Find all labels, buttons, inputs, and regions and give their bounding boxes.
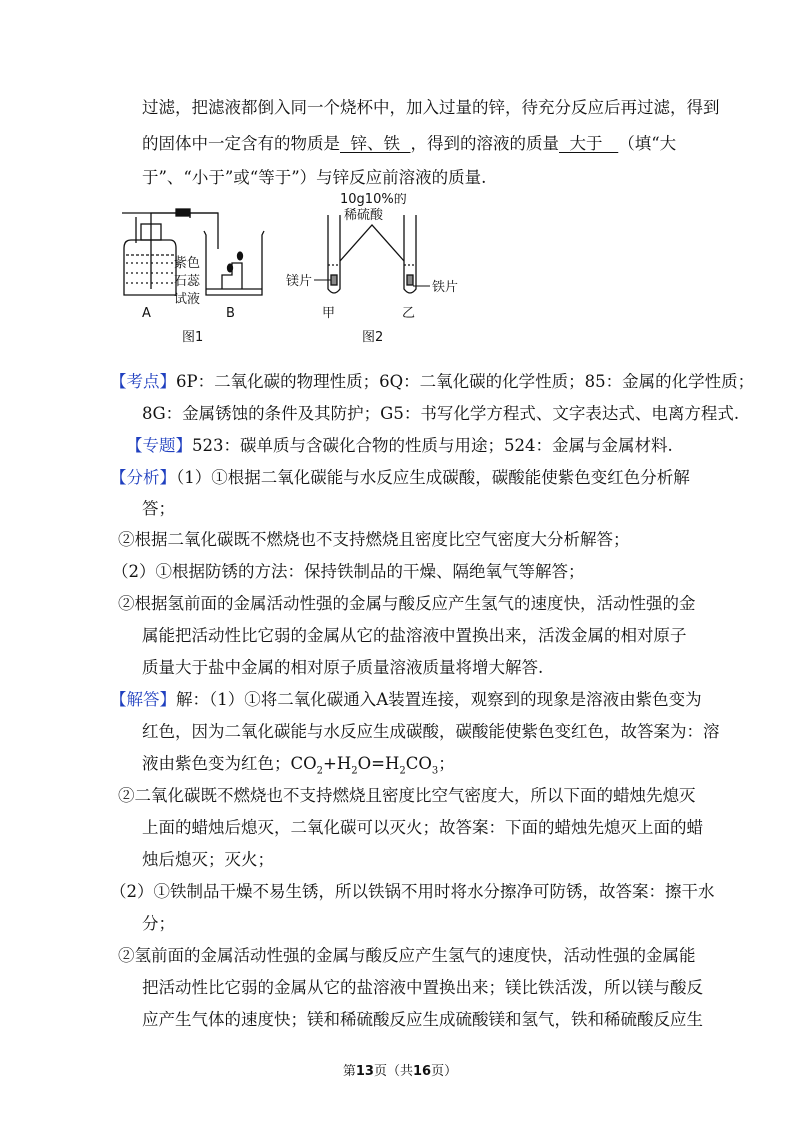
jieda-line-10: 把活动性比它弱的金属从它的盐溶液中置换出来；镁比铁活泼，所以镁与酸反 (142, 978, 703, 997)
fig2-caption: 图2 (362, 330, 384, 345)
answer-solid: 锌、铁 (350, 134, 400, 153)
label-b: B (226, 306, 235, 321)
beaker-b (204, 231, 264, 295)
litmus-label-2: 石蕊 (174, 274, 201, 289)
answer-mass: 大于 (569, 134, 603, 153)
fenxi-line-4: （2）①根据防锈的方法：保持铁制品的干燥、隔绝氧气等解答； (112, 562, 585, 581)
jieda-line-11: 应产生气体的速度快；镁和稀硫酸反应生成硫酸镁和氢气，铁和稀硫酸反应生 (142, 1010, 703, 1029)
kaodian-tag: 【考点】 (110, 372, 176, 391)
acid-label-2: 稀硫酸 (344, 208, 384, 223)
fig1-caption: 图1 (182, 330, 204, 345)
intro-line-2-text-c: （填“大 (618, 134, 677, 153)
label-yi: 乙 (402, 306, 416, 321)
zhuanti-line (126, 434, 673, 458)
fenxi-line-2: 答； (142, 499, 175, 518)
zhuanti-text: 523：碳单质与含碳化合物的性质与用途；524：金属与金属材料. (192, 436, 673, 455)
zhuanti-tag: 【专题】 (126, 436, 192, 455)
label-jia: 甲 (322, 306, 336, 321)
fenxi-text-1: （1）①根据二氧化碳能与水反应生成碳酸，碳酸能使紫色变红色分析解 (176, 468, 690, 487)
experiment-figure (118, 193, 478, 353)
fenxi-line-7: 质量大于盐中金属的相对原子质量溶液质量将增大解答. (142, 658, 544, 677)
fenxi-line-6: 属能把活动性比它弱的金属从它的盐溶液中置换出来，活泼金属的相对原子 (142, 626, 687, 645)
fenxi-tag: 【分析】 (110, 468, 176, 487)
page-footer: 第13页（共16页） (342, 1064, 458, 1079)
jieda-text-1: 解：（1）①将二氧化碳通入A装置连接，观察到的现象是溶液由紫色变为 (176, 690, 702, 709)
intro-line-2-text-a: 的固体中一定含有的物质是 (142, 134, 340, 153)
intro-line-2-text-b: ，得到的溶液的质量 (410, 134, 559, 153)
fenxi-line-5: ②根据氢前面的金属活动性强的金属与酸反应产生氢气的速度快，活动性强的金 (118, 594, 696, 613)
kaodian-text-1: 6P：二氧化碳的物理性质；6Q：二氧化碳的化学性质；85：金属的化学性质； (176, 372, 755, 391)
page-number: 13 (355, 1064, 374, 1079)
intro-line-1: 过滤，把滤液都倒入同一个烧杯中，加入过量的锌，待充分反应后再过滤，得到 (142, 98, 720, 117)
jieda-tag: 【解答】 (110, 690, 176, 709)
intro-line-3: 于”、“小于”或“等于”）与锌反应前溶液的质量. (142, 168, 487, 187)
jieda-line-3: 液由紫色变为红色；$CO_2+H_2O=H_2CO_3$； (142, 754, 455, 777)
jieda-line-6: 烛后熄灭；灭火； (142, 850, 274, 869)
acid-label-1: 10g10%的 (340, 193, 407, 207)
kaodian-line-2: 8G：金属锈蚀的条件及其防护；G5：书写化学方程式、文字表达式、电离方程式. (142, 404, 740, 423)
fenxi-line-3: ②根据二氧化碳既不燃烧也不支持燃烧且密度比空气密度大分析解答； (118, 530, 630, 549)
test-tube-yi (404, 215, 416, 293)
jieda-line-2: 红色，因为二氧化碳能与水反应生成碳酸，碳酸能使紫色变红色，故答案为：溶 (142, 722, 720, 741)
jieda-line-7: （2）①铁制品干燥不易生锈，所以铁锅不用时将水分擦净可防锈，故答案：擦干水 (110, 882, 715, 901)
kaodian-line-1 (110, 370, 754, 394)
jieda-line-4: ②二氧化碳既不燃烧也不支持燃烧且密度比空气密度大，所以下面的蜡烛先熄灭 (118, 786, 696, 805)
pour-arrow (340, 225, 404, 261)
intro-line-2 (142, 132, 676, 156)
fe-label: 铁片 (432, 280, 459, 295)
litmus-label-3: 试液 (174, 292, 201, 307)
jieda-line-9: ②氢前面的金属活动性强的金属与酸反应产生氢气的速度快，活动性强的金属能 (118, 946, 696, 965)
page-total: 16 (413, 1064, 432, 1079)
test-tube-jia (328, 215, 340, 293)
mg-label: 镁片 (286, 274, 313, 289)
label-a: A (142, 306, 151, 321)
jieda-line-5: 上面的蜡烛后熄灭，二氧化碳可以灭火；故答案：下面的蜡烛先熄灭上面的蜡 (142, 818, 703, 837)
fenxi-line-1 (110, 466, 690, 490)
jieda-line-8: 分； (142, 914, 175, 933)
litmus-label-1: 紫色 (174, 256, 201, 271)
jieda-line-1 (110, 688, 702, 712)
